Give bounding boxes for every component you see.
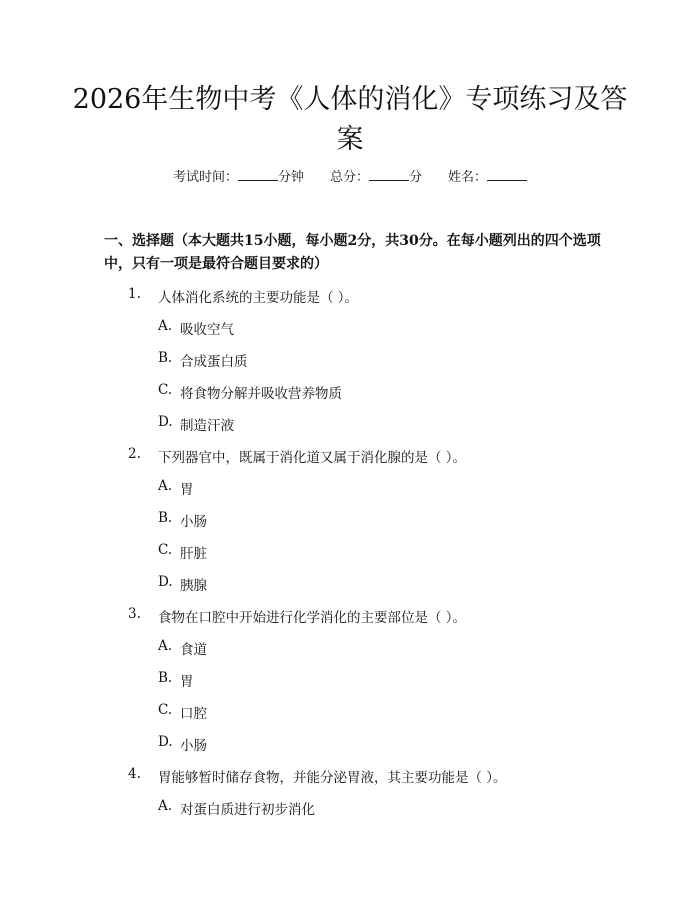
option-letter: A.: [158, 638, 173, 654]
question-4: [0, 760, 700, 792]
option-text: 胃: [180, 674, 194, 690]
question-stem: 下列器官中，既属于消化道又属于消化腺的是（ ）。: [158, 450, 467, 466]
question-stem: 胃能够暂时储存食物，并能分泌胃液，其主要功能是（ ）。: [158, 770, 507, 786]
question-1-option-c: [0, 376, 700, 408]
question-1-option-d: [0, 408, 700, 440]
question-number: 4.: [128, 766, 141, 782]
question-2-option-d: [0, 568, 700, 600]
question-list: [0, 280, 700, 824]
name-blank: [487, 168, 527, 181]
exam-time-label: 考试时间：: [172, 170, 238, 185]
option-letter: A.: [158, 318, 173, 334]
question-1-option-a: [0, 312, 700, 344]
section-heading: 一、选择题（本大题共15小题，每小题2分，共30分。在每小题列出的四个选项中，只有一项是最符合题目要求的）: [104, 233, 601, 272]
document-title: 2026年生物中考《人体的消化》专项练习及答案: [72, 84, 628, 155]
option-text: 对蛋白质进行初步消化: [180, 802, 315, 818]
option-text: 合成蛋白质: [180, 354, 248, 370]
option-letter: D.: [158, 734, 173, 750]
question-number: 1.: [128, 286, 141, 302]
exam-info: [0, 168, 700, 188]
total-score-unit: 分: [409, 170, 423, 185]
option-letter: C.: [158, 382, 173, 398]
question-3-option-c: [0, 696, 700, 728]
question-2-option-a: [0, 472, 700, 504]
question-1: [0, 280, 700, 312]
option-letter: A.: [158, 478, 173, 494]
option-text: 口腔: [180, 706, 207, 722]
question-stem: 食物在口腔中开始进行化学消化的主要部位是（ ）。: [158, 610, 467, 626]
option-letter: D.: [158, 414, 173, 430]
question-number: 2.: [128, 446, 141, 462]
option-text: 食道: [180, 642, 207, 658]
option-letter: C.: [158, 542, 173, 558]
question-4-option-a: [0, 792, 700, 824]
question-3: [0, 600, 700, 632]
question-2-option-c: [0, 536, 700, 568]
option-text: 吸收空气: [180, 322, 234, 338]
option-letter: B.: [158, 350, 173, 366]
option-letter: A.: [158, 798, 173, 814]
option-text: 胰腺: [180, 578, 207, 594]
question-number: 3.: [128, 606, 141, 622]
option-text: 小肠: [180, 514, 207, 530]
option-letter: C.: [158, 702, 173, 718]
question-stem: 人体消化系统的主要功能是（ ）。: [158, 290, 359, 306]
option-text: 胃: [180, 482, 194, 498]
question-2-option-b: [0, 504, 700, 536]
option-text: 小肠: [180, 738, 207, 754]
option-letter: D.: [158, 574, 173, 590]
question-3-option-d: [0, 728, 700, 760]
question-3-option-b: [0, 664, 700, 696]
name-label: 姓名：: [448, 170, 488, 185]
exam-time-unit: 分钟: [277, 170, 304, 185]
option-letter: B.: [158, 670, 173, 686]
question-2: [0, 440, 700, 472]
exam-time-blank: [238, 168, 278, 181]
question-1-option-b: [0, 344, 700, 376]
total-score-blank: [369, 168, 409, 181]
option-letter: B.: [158, 510, 173, 526]
total-score-label: 总分：: [329, 170, 369, 185]
option-text: 肝脏: [180, 546, 207, 562]
option-text: 制造汗液: [180, 418, 234, 434]
option-text: 将食物分解并吸收营养物质: [180, 386, 342, 402]
question-3-option-a: [0, 632, 700, 664]
